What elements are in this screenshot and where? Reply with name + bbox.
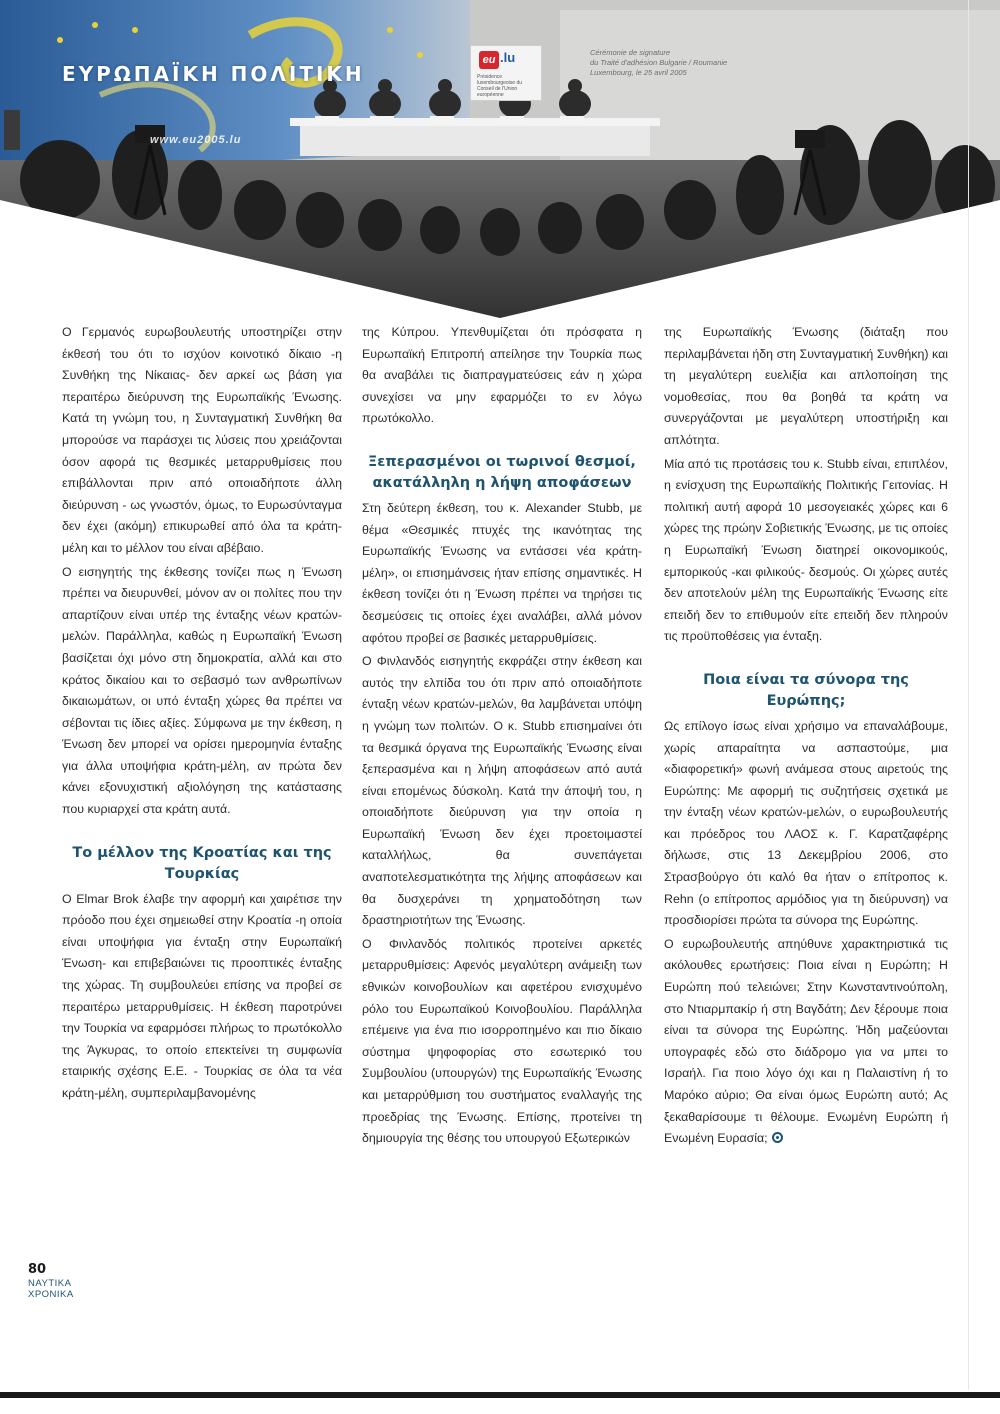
page-footer [28, 1262, 98, 1300]
ceremony-line: Cérémonie de signature [590, 48, 671, 57]
paragraph: Μία από τις προτάσεις του κ. Stubb είναι, επιπλέον, η ενίσχυση της Ευρωπαϊκής Πολιτικής Γειτονίας. Η πολιτική αυτή αφορά 10 μεσογειακές χώρες και 6 χώρες της πρώην Σοβιετικής Ένωσης, με τις οποίες η Ευρωπαϊκή Ένωση διατηρεί οικονομικούς, εμπορικούς -και φιλικούς- δεσμούς. Οι χώρες αυτές δεν αποτελούν μέλη της Ευρωπαϊκής Ένωσης είτε επειδή δεν το επιθυμούν είτε επειδή δεν πληρούν τις προϋποθέσεις για ένταξη. [664, 456, 948, 644]
paragraph: Ο Γερμανός ευρωβουλευτής υποστηρίζει στην έκθεσή του ότι το ισχύον κοινοτικό δίκαιο -η Συνθήκη της Νίκαιας- δεν αρκεί ως βάση για περαιτέρω διεύρυνση της Ευρωπαϊκής Ένωσης. Κατά τη γνώμη του, η Συνταγματική Συνθήκη θα μπορούσε να παράσχει τις λύσεις που χρειάζονται όσον αφορά τις θεσμικές μεταρρυθμίσεις που επιβάλλονται πριν από οποιαδήποτε άλλη διεύρυνση - ως γνωστόν, όμως, το Ευρωσύνταγμα δεν έχει (ακόμη) επικυρωθεί από όλα τα κράτη-μέλη και το μέλλον του είναι αβέβαιο. [62, 325, 342, 555]
section-label: ΕΥΡΩΠΑΪΚΗ ΠΟΛΙΤΙΚΗ [62, 62, 365, 86]
ceremony-line: Luxembourg, le 25 avril 2005 [590, 68, 687, 77]
page-edge [968, 0, 969, 1390]
paragraph-text: Ο ευρωβουλευτής απηύθυνε χαρακτηριστικά τις ακόλουθες ερωτήσεις: Ποια είναι η Ευρώπη; Η Ευρώπη πού τελειώνει; Στην Κωνσταντινούπολη, στο Ντιαρμπακίρ ή στη Βαγδάτη; Δεν ξέρουμε ποια είναι τα σύνορα της Ευρώπης. Ήδη μαζεύονται υπογραφές εδώ στο διάδρομο για να μπει το Ισραήλ. Για ποιο λόγο όχι και η Παλαιστίνη ή το Μαρόκο αύριο; Θα είναι όμως Ευρώπη αυτό; Ας ξεκαθαρίσουμε τι θέλουμε. Ενωμένη Ευρώπη ή Ενωμένη Ευρασία; [664, 936, 948, 1146]
paragraph: Ως επίλογο ίσως είναι χρήσιμο να επαναλάβουμε, χωρίς απαραίτητα να ασπαστούμε, μια «διαφορετική» φωνή ανάμεσα στους αιρετούς της Ευρώπης: Με αφορμή τις συζητήσεις σχετικά με την ένταξη νέων κρατών-μελών, ο ευρωβουλευτής και πρόεδρος του ΛΑΟΣ κ. Γ. Καρατζαφέρης δήλωσε, στις 13 Δεκεμβρίου 2006, στο Στρασβούργο ότι καλό θα ήταν ο επίτροπος κ. Rehn (ο επίτροπος αρμόδιος για τη διεύρυνση) να προσδιορίσει πρώτα τα σύνορα της Ευρώπης. [664, 718, 948, 928]
logo-text: .lu [500, 50, 516, 65]
bottom-rule [0, 1392, 1000, 1398]
paragraph: Στη δεύτερη έκθεση, του κ. Alexander Stubb, με θέμα «Θεσμικές πτυχές της ικανότητας της Ευρωπαϊκής Ένωσης να εντάσσει νέα κράτη-μέλη», οι επισημάνσεις ήταν επίσης σημαντικές. Η έκθεση τονίζει ότι η Ένωση πρέπει να τηρήσει τις δεσμεύσεις τις οποίες έχει αναλάβει, αλλά μόνον αφότου προβεί σε βασικές μεταρρυθμίσεις. [362, 500, 642, 645]
page-number: 80 [28, 1262, 47, 1277]
presidency-logo [470, 45, 542, 101]
logo-subtitle: Présidence luxembourgeoise du Conseil de l'Union européenne [477, 74, 523, 98]
paragraph-final [664, 934, 948, 1150]
logo-mark: eu [479, 51, 499, 69]
paragraph: Ο Φινλανδός πολιτικός προτείνει αρκετές μεταρρυθμίσεις: Αφενός μεγαλύτερη ανάμειξη των εθνικών κοινοβουλίων και αφετέρου ενισχυμένο ρόλο του Ευρωπαϊκού Κοινοβουλίου. Παράλληλα επέμεινε για ένα πιο ισορροπημένο και πιο δίκαιο σύστημα ψηφοφορίας στο εσωτερικό του Συμβουλίου (υπουργών) της Ευρωπαϊκής Ένωσης και μεταρρύθμιση του συστήματος εναλλαγής της προεδρίας της Ένωσης. Επίσης, προτείνει τη δημιουργία της θέσης του υπουργού Εξωτερικών [362, 936, 642, 1146]
paragraph: Ο Elmar Brok έλαβε την αφορμή και χαιρέτισε την πρόοδο που έχει σημειωθεί στην Κροατία -η οποία είναι υποψήφια για ένταξη στην Ευρωπαϊκή Ένωση- και επιβεβαιώνει τις προοπτικές ένταξης της χώρας. Τη συμβουλεύει επίσης να προβεί σε περαιτέρω μεταρρυθμίσεις. Η έκθεση παροτρύνει την Τουρκία να εφαρμόσει πλήρως το πρωτόκολλο της Άγκυρας, το οποίο επεκτείνει τη συμφωνία εταιρικής σχέσης Ε.Ε. - Τουρκίας σε όλα τα νέα κράτη-μέλη, συμπεριλαμβανομένης [62, 891, 342, 1100]
magazine-name-line-2: ΧΡΟΝΙΚΑ [28, 1289, 74, 1300]
subheading-croatia-turkey: Το μέλλον της Κροατίας και της Τουρκίας [72, 844, 332, 882]
header-photo [0, 0, 1000, 330]
subheading-europe-borders: Ποια είναι τα σύνορα της Ευρώπης; [703, 671, 909, 709]
article-column-2 [362, 322, 642, 1152]
paragraph: Ο Φινλανδός εισηγητής εκφράζει στην έκθεση και αυτός την ελπίδα του ότι πριν από οποιαδήποτε ένταξη νέων κρατών-μελών, θα λαμβάνεται υπόψη η γνώμη των πολιτών. Ο κ. Stubb επισημαίνει ότι τα θεσμικά όργανα της Ευρωπαϊκής Ένωσης είναι ξεπερασμένα και η λήψη αποφάσεων από αυτά είναι επομένως δύσκολη. Κατά την άποψή του, η οποιαδήποτε διεύρυνση για την οποία η Ευρωπαϊκή Ένωση δεν έχει προετοιμαστεί καταλλήλως, θα συνεπάγεται αναποτελεσματικότητα της λήψης αποφάσεων και θα δυσχεράνει τη χρηματοδότηση των δραστηριοτήτων της Ένωσης. [362, 654, 642, 928]
ceremony-sign [590, 48, 790, 78]
end-mark-icon [772, 1132, 783, 1143]
paragraph: της Ευρωπαϊκής Ένωσης (διάταξη που περιλαμβάνεται ήδη στη Συνταγματική Συνθήκη) και τη μεγαλύτερη ευελιξία και απλοποίηση της νομοθεσίας, που θα βοηθά τα κράτη να συνεργάζονται με μεγαλύτερη υποστήριξη και απλότητα. [664, 325, 948, 447]
magazine-name-line-1: ΝΑΥΤΙΚΑ [28, 1278, 72, 1289]
article-column-3 [664, 322, 948, 1152]
paragraph: της Κύπρου. Υπενθυμίζεται ότι πρόσφατα η Ευρωπαϊκή Επιτροπή απείλησε την Τουρκία πως θα αναβάλει τις διαπραγματεύσεις εάν η χώρα συνεχίσει να μην εφαρμόζει το εν λόγω πρωτόκολλο. [362, 325, 642, 426]
paragraph: Ο εισηγητής της έκθεσης τονίζει πως η Ένωση πρέπει να διευρυνθεί, μόνον αν οι πολίτες που την απαρτίζουν είναι υπέρ της ένταξης νέων κρατών-μελών. Παράλληλα, καθώς η Ευρωπαϊκή Ένωση βασίζεται όχι μόνο στη δημοκρατία, αλλά και στο κράτος δικαίου και το σεβασμό των ανθρωπίνων δικαιωμάτων, οι υπό ένταξη χώρες θα πρέπει να σέβονται τις ίδιες αξίες. Σύμφωνα με την έκθεση, η Ένωση δεν μπορεί να ορίσει ημερομηνία ένταξης για άλλα υποψήφια κράτη-μέλη, αν πρώτα δεν κάνει εξονυχιστική αξιολόγηση της κατάστασης που κυριαρχεί στα κράτη αυτά. [62, 564, 342, 817]
subheading-institutions: Ξεπερασμένοι οι τωρινοί θεσμοί, ακατάλληλη η λήψη αποφάσεων [368, 453, 636, 491]
banner-url: www.eu2005.lu [150, 134, 242, 146]
article-column-1 [62, 322, 342, 1107]
ceremony-line: du Traité d'adhésion Bulgarie / Roumanie [590, 58, 728, 67]
